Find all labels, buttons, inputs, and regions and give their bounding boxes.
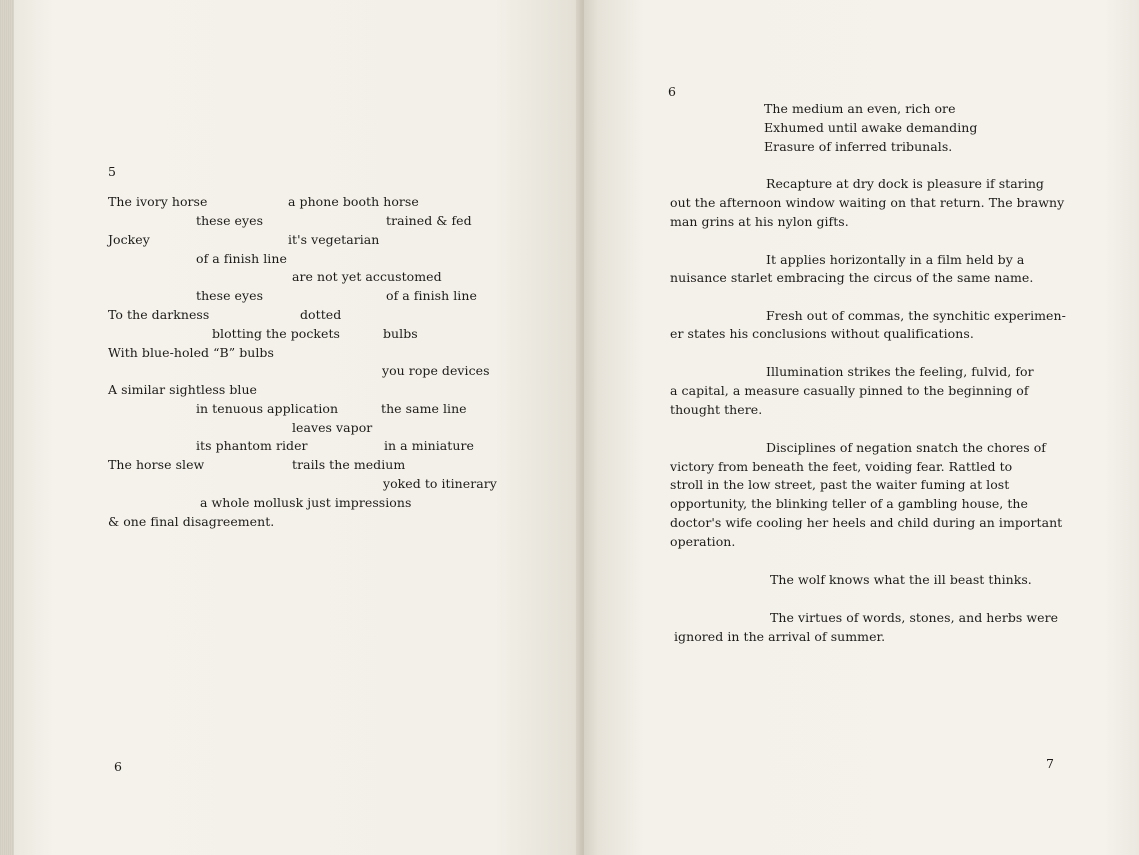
poem-line: The horse slew bbox=[108, 457, 205, 472]
poem-line: thought there. bbox=[670, 402, 763, 417]
poem-line: stroll in the low street, past the waiter fuming at lost bbox=[670, 477, 1010, 492]
poem-line: To the darkness bbox=[108, 307, 210, 322]
poem-line: you rope devices bbox=[382, 363, 490, 378]
poem-number: 5 bbox=[108, 164, 116, 179]
folio-number: 7 bbox=[1046, 756, 1054, 771]
poem-line: out the afternoon window waiting on that return. The brawny bbox=[670, 195, 1065, 210]
poem-line: its phantom rider bbox=[196, 438, 308, 453]
poem-line: nuisance starlet embracing the circus of the same name. bbox=[670, 270, 1034, 285]
poem-number: 6 bbox=[668, 84, 676, 99]
poem-line: opportunity, the blinking teller of a gambling house, the bbox=[670, 496, 1028, 511]
poem-line: in tenuous application bbox=[196, 401, 339, 416]
poem-line: these eyes bbox=[196, 213, 264, 228]
poem-line: blotting the pockets bbox=[212, 326, 340, 341]
poem-line: The wolf knows what the ill beast thinks. bbox=[770, 572, 1032, 587]
poem-line: trained & fed bbox=[386, 213, 472, 228]
poem-line: The medium an even, rich ore bbox=[764, 101, 956, 116]
poem-line: a phone booth horse bbox=[288, 194, 419, 209]
poem-line: er states his conclusions without qualifications. bbox=[670, 326, 974, 341]
poem-line: the same line bbox=[381, 401, 467, 416]
poem-line: bulbs bbox=[383, 326, 418, 341]
poem-line: The ivory horse bbox=[108, 194, 208, 209]
poem-line: these eyes bbox=[196, 288, 264, 303]
poem-line: yoked to itinerary bbox=[383, 476, 497, 491]
poem-line: Erasure of inferred tribunals. bbox=[764, 139, 953, 154]
poem-line: The virtues of words, stones, and herbs were bbox=[770, 610, 1059, 625]
poem-line: a capital, a measure casually pinned to the beginning of bbox=[670, 383, 1029, 398]
poem-line: dotted bbox=[300, 307, 342, 322]
poem-line: leaves vapor bbox=[292, 420, 373, 435]
poem-line: Fresh out of commas, the synchitic experimen- bbox=[766, 308, 1066, 323]
poem-line: trails the medium bbox=[292, 457, 406, 472]
poem-line: operation. bbox=[670, 534, 736, 549]
poem-line: Recapture at dry dock is pleasure if staring bbox=[766, 176, 1044, 191]
right-page bbox=[584, 0, 1139, 855]
poem-line: of a finish line bbox=[196, 251, 287, 266]
poem-line: A similar sightless blue bbox=[108, 382, 257, 397]
folio-number: 6 bbox=[114, 759, 122, 774]
poem-line: victory from beneath the feet, voiding fear. Rattled to bbox=[670, 459, 1013, 474]
poem-line: Exhumed until awake demanding bbox=[764, 120, 978, 135]
poem-line: & one final disagreement. bbox=[108, 514, 275, 529]
poem-line: Illumination strikes the feeling, fulvid, for bbox=[766, 364, 1034, 379]
poem-line: With blue-holed “B” bulbs bbox=[108, 345, 274, 360]
poem-line: it's vegetarian bbox=[288, 232, 380, 247]
poem-line: ignored in the arrival of summer. bbox=[674, 629, 886, 644]
poem-line: man grins at his nylon gifts. bbox=[670, 214, 849, 229]
poem-line: Disciplines of negation snatch the chores of bbox=[766, 440, 1046, 455]
poem-line: a whole mollusk just impressions bbox=[200, 495, 412, 510]
poem-line: in a miniature bbox=[384, 438, 474, 453]
left-page bbox=[14, 0, 584, 855]
poem-line: are not yet accustomed bbox=[292, 269, 442, 284]
poem-line: doctor's wife cooling her heels and child during an important bbox=[670, 515, 1063, 530]
poem-line: It applies horizontally in a film held by a bbox=[766, 252, 1025, 267]
poem-line: Jockey bbox=[108, 232, 150, 247]
poem-line: of a finish line bbox=[386, 288, 477, 303]
